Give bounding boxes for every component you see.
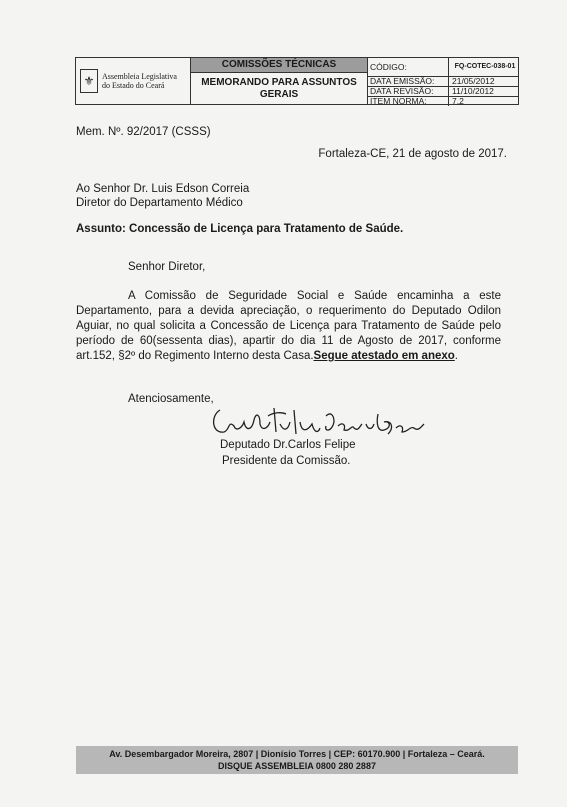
institution-name: [102, 72, 177, 90]
footer-address: Av. Desembargador Moreira, 2807 | Dionísio Torres | CEP: 60170.900 | Fortaleza – Ceará.: [109, 749, 485, 759]
recipient-name: Ao Senhor Dr. Luis Edson Correia: [76, 183, 250, 195]
body-text: A Comissão de Seguridade Social e Saúde encaminha a este Departamento, para a devida apreciação, o requerimento do Deputado Odilon Aguiar, no qual solicita a Concessão de Licença para Tratamento de Saúde pelo período de 60(sessenta dias), apartir do dia 11 de Agosto de 2017, conforme art.152, §2º do Regimento Interno desta Casa.: [76, 290, 501, 362]
revisao-label: DATA REVISÃO:: [368, 87, 449, 96]
revisao-value: 11/10/2012: [452, 86, 494, 96]
coat-of-arms-icon: ⚜: [80, 69, 98, 93]
place-date: Fortaleza-CE, 21 de agosto de 2017.: [318, 148, 507, 160]
subject-text: Concessão de Licença para Tratamento de Saúde.: [129, 223, 404, 235]
emissao-value: 21/05/2012: [452, 76, 495, 86]
meta-row-norma: [368, 97, 518, 106]
footer-bar: [76, 746, 518, 774]
title-cell: [191, 58, 368, 104]
body-end: .: [454, 350, 458, 362]
signer-name: Deputado Dr.Carlos Felipe: [220, 439, 356, 451]
codigo-value: FQ-COTEC-038-01: [454, 63, 516, 70]
norma-label: ITEM NORMA:: [368, 97, 449, 106]
memo-number: Mem. Nº. 92/2017 (CSSS): [76, 126, 211, 138]
header-title: COMISSÕES TÉCNICAS: [191, 58, 367, 73]
institution-line-2: do Estado do Ceará: [102, 81, 165, 90]
norma-value: 7.2: [452, 96, 464, 106]
emissao-label: DATA EMISSÃO:: [368, 77, 449, 86]
institution-line-1: Assembleia Legislativa: [102, 72, 177, 81]
institution-cell: [76, 58, 191, 104]
closing: Atenciosamente,: [128, 393, 214, 405]
subject-label: Assunto:: [76, 223, 126, 235]
meta-row-codigo: [368, 58, 518, 77]
header-subtitle: MEMORANDO PARA ASSUNTOS GERAIS: [201, 77, 357, 100]
meta-cell: [368, 58, 518, 104]
signer-role: Presidente da Comissão.: [222, 455, 351, 467]
subject-line: [76, 222, 403, 236]
header-table: [75, 57, 519, 105]
letter-body: [76, 289, 501, 364]
body-emphasis: Segue atestado em anexo: [313, 350, 455, 362]
footer-phone: DISQUE ASSEMBLEIA 0800 280 2887: [218, 761, 376, 771]
codigo-label: CÓDIGO:: [368, 58, 449, 76]
recipient-role: Diretor do Departamento Médico: [76, 197, 243, 209]
greeting: Senhor Diretor,: [128, 261, 206, 273]
